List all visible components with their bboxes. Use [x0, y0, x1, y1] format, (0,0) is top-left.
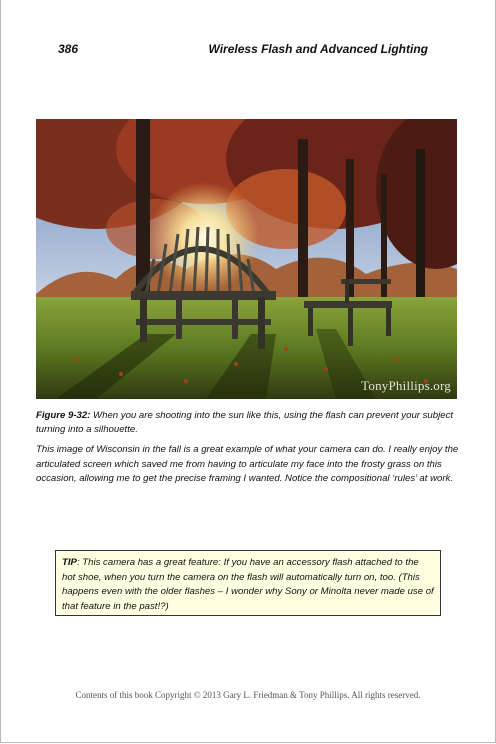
copyright-footer: Contents of this book Copyright © 2013 Gary L. Friedman & Tony Phillips. All rights reserved. [75, 690, 421, 700]
tip-box [55, 550, 441, 616]
figure-caption [36, 409, 461, 437]
photo-autumn-bench [36, 119, 457, 399]
page-number: 386 [58, 42, 79, 56]
chapter-title: Wireless Flash and Advanced Lighting [208, 42, 428, 56]
figure-caption-text: When you are shooting into the sun like this, using the flash can prevent your subject turning into a silhouette. [36, 410, 454, 435]
tip-text: : This camera has a great feature: If you have an accessory flash attached to the hot shoe, when you turn the camera on the flash will automatically turn on, too. (This happens even with the older flashes – I wonder why Sony or Minolta never made use of that feature in the past!?) [62, 557, 434, 612]
photo-watermark: TonyPhillips.org [361, 378, 451, 393]
tip-label: TIP [62, 557, 77, 568]
figure-label: Figure 9-32: [36, 410, 91, 421]
body-paragraph: This image of Wisconsin in the fall is a great example of what your camera can do. I really enjoy the articulated screen which saved me from having to articulate my face into the frosty grass on this occasion, allowing me to get the precise framing I wanted. Notice the compositional ‘rules’ at work. [36, 444, 459, 484]
